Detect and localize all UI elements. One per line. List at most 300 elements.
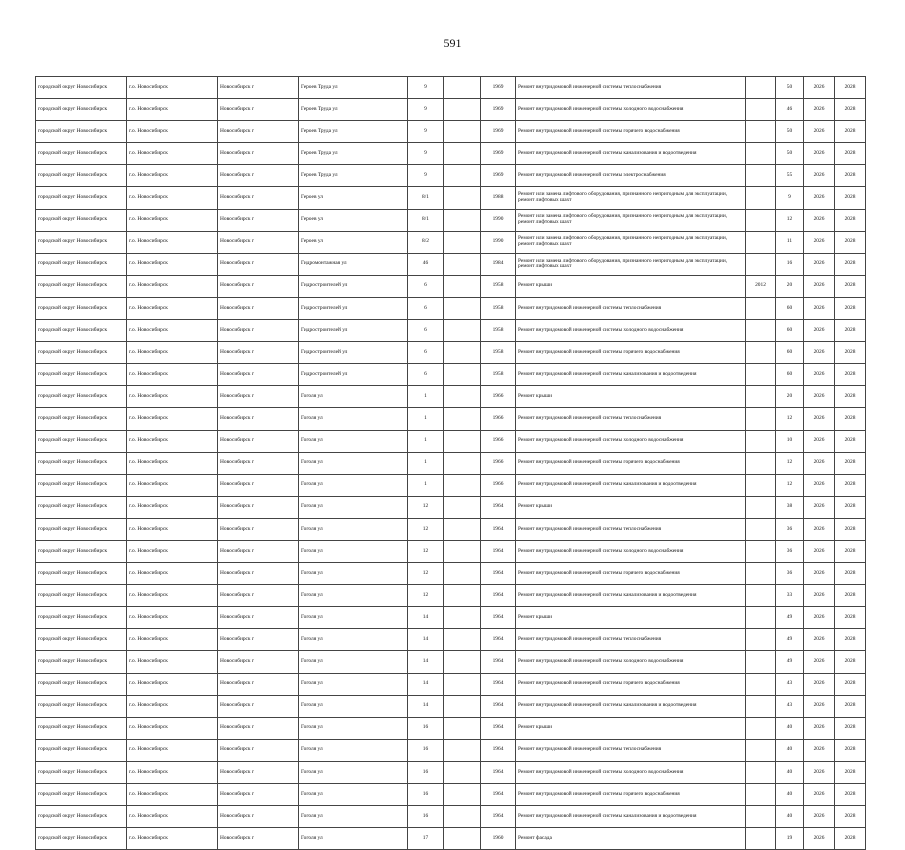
street-cell: Гоголя ул xyxy=(299,474,408,496)
value-cell: 10 xyxy=(776,430,804,452)
district-cell: г.о. Новосибирск xyxy=(127,165,218,187)
municipality-cell: городской округ Новосибирск xyxy=(36,297,127,319)
start-year-cell: 2026 xyxy=(804,408,835,430)
last-repair-year-cell xyxy=(746,253,776,275)
building-cell xyxy=(444,430,481,452)
city-cell: Новосибирск г xyxy=(218,364,299,386)
table-row xyxy=(36,828,866,850)
city-cell: Новосибирск г xyxy=(218,540,299,562)
street-cell: Гоголя ул xyxy=(299,761,408,783)
building-cell xyxy=(444,342,481,364)
work-type-cell: Ремонт крыши xyxy=(516,275,746,297)
city-cell: Новосибирск г xyxy=(218,585,299,607)
street-cell: Гидростроителей ул xyxy=(299,320,408,342)
value-cell: 38 xyxy=(776,496,804,518)
city-cell: Новосибирск г xyxy=(218,342,299,364)
year-built-cell: 1964 xyxy=(481,540,516,562)
house-number-cell: 8/1 xyxy=(408,209,444,231)
street-cell: Гоголя ул xyxy=(299,518,408,540)
year-built-cell: 1969 xyxy=(481,99,516,121)
table-body xyxy=(36,77,866,850)
city-cell: Новосибирск г xyxy=(218,828,299,850)
start-year-cell: 2026 xyxy=(804,474,835,496)
work-type-cell: Ремонт внутридомовой инженерной системы холодного водоснабжения xyxy=(516,651,746,673)
end-year-cell: 2028 xyxy=(835,806,866,828)
end-year-cell: 2028 xyxy=(835,297,866,319)
building-cell xyxy=(444,651,481,673)
last-repair-year-cell xyxy=(746,739,776,761)
year-built-cell: 1966 xyxy=(481,408,516,430)
municipality-cell: городской округ Новосибирск xyxy=(36,408,127,430)
start-year-cell: 2026 xyxy=(804,253,835,275)
district-cell: г.о. Новосибирск xyxy=(127,209,218,231)
work-type-cell: Ремонт внутридомовой инженерной системы теплоснабжения xyxy=(516,297,746,319)
house-number-cell: 6 xyxy=(408,275,444,297)
start-year-cell: 2026 xyxy=(804,806,835,828)
last-repair-year-cell xyxy=(746,474,776,496)
street-cell: Гоголя ул xyxy=(299,563,408,585)
municipality-cell: городской округ Новосибирск xyxy=(36,143,127,165)
year-built-cell: 1969 xyxy=(481,165,516,187)
building-cell xyxy=(444,121,481,143)
house-number-cell: 8/1 xyxy=(408,187,444,209)
house-number-cell: 1 xyxy=(408,386,444,408)
end-year-cell: 2028 xyxy=(835,651,866,673)
last-repair-year-cell xyxy=(746,408,776,430)
street-cell: Гоголя ул xyxy=(299,585,408,607)
building-cell xyxy=(444,806,481,828)
municipality-cell: городской округ Новосибирск xyxy=(36,629,127,651)
last-repair-year-cell xyxy=(746,297,776,319)
value-cell: 60 xyxy=(776,320,804,342)
year-built-cell: 1964 xyxy=(481,563,516,585)
work-type-cell: Ремонт внутридомовой инженерной системы холодного водоснабжения xyxy=(516,320,746,342)
work-type-cell: Ремонт фасада xyxy=(516,828,746,850)
municipality-cell: городской округ Новосибирск xyxy=(36,99,127,121)
table-row xyxy=(36,474,866,496)
end-year-cell: 2028 xyxy=(835,563,866,585)
district-cell: г.о. Новосибирск xyxy=(127,99,218,121)
work-type-cell: Ремонт внутридомовой инженерной системы холодного водоснабжения xyxy=(516,99,746,121)
district-cell: г.о. Новосибирск xyxy=(127,143,218,165)
municipality-cell: городской округ Новосибирск xyxy=(36,540,127,562)
district-cell: г.о. Новосибирск xyxy=(127,673,218,695)
value-cell: 33 xyxy=(776,585,804,607)
work-type-cell: Ремонт внутридомовой инженерной системы теплоснабжения xyxy=(516,739,746,761)
street-cell: Героев Труда ул xyxy=(299,99,408,121)
end-year-cell: 2028 xyxy=(835,253,866,275)
table-row xyxy=(36,143,866,165)
start-year-cell: 2026 xyxy=(804,607,835,629)
start-year-cell: 2026 xyxy=(804,386,835,408)
last-repair-year-cell xyxy=(746,320,776,342)
value-cell: 60 xyxy=(776,342,804,364)
end-year-cell: 2028 xyxy=(835,695,866,717)
value-cell: 40 xyxy=(776,806,804,828)
value-cell: 12 xyxy=(776,408,804,430)
municipality-cell: городской округ Новосибирск xyxy=(36,474,127,496)
last-repair-year-cell xyxy=(746,607,776,629)
district-cell: г.о. Новосибирск xyxy=(127,607,218,629)
work-type-cell: Ремонт или замена лифтового оборудования, признанного непригодным для эксплуатации, ремонт лифтовых шахт xyxy=(516,209,746,231)
street-cell: Гидростроителей ул xyxy=(299,342,408,364)
house-number-cell: 6 xyxy=(408,364,444,386)
table-row xyxy=(36,320,866,342)
street-cell: Гоголя ул xyxy=(299,717,408,739)
street-cell: Гоголя ул xyxy=(299,408,408,430)
work-type-cell: Ремонт внутридомовой инженерной системы холодного водоснабжения xyxy=(516,761,746,783)
last-repair-year-cell xyxy=(746,651,776,673)
table-row xyxy=(36,673,866,695)
building-cell xyxy=(444,209,481,231)
district-cell: г.о. Новосибирск xyxy=(127,430,218,452)
value-cell: 40 xyxy=(776,784,804,806)
last-repair-year-cell xyxy=(746,77,776,99)
start-year-cell: 2026 xyxy=(804,364,835,386)
year-built-cell: 1988 xyxy=(481,187,516,209)
work-type-cell: Ремонт крыши xyxy=(516,496,746,518)
building-cell xyxy=(444,540,481,562)
district-cell: г.о. Новосибирск xyxy=(127,275,218,297)
year-built-cell: 1966 xyxy=(481,430,516,452)
year-built-cell: 1958 xyxy=(481,364,516,386)
house-number-cell: 14 xyxy=(408,607,444,629)
street-cell: Гоголя ул xyxy=(299,607,408,629)
street-cell: Героев ул xyxy=(299,209,408,231)
municipality-cell: городской округ Новосибирск xyxy=(36,275,127,297)
last-repair-year-cell xyxy=(746,761,776,783)
house-number-cell: 9 xyxy=(408,99,444,121)
city-cell: Новосибирск г xyxy=(218,187,299,209)
table-row xyxy=(36,253,866,275)
municipality-cell: городской округ Новосибирск xyxy=(36,452,127,474)
start-year-cell: 2026 xyxy=(804,629,835,651)
work-type-cell: Ремонт внутридомовой инженерной системы теплоснабжения xyxy=(516,77,746,99)
end-year-cell: 2028 xyxy=(835,165,866,187)
building-cell xyxy=(444,253,481,275)
city-cell: Новосибирск г xyxy=(218,607,299,629)
city-cell: Новосибирск г xyxy=(218,496,299,518)
value-cell: 49 xyxy=(776,629,804,651)
start-year-cell: 2026 xyxy=(804,275,835,297)
value-cell: 11 xyxy=(776,231,804,253)
table-row xyxy=(36,297,866,319)
district-cell: г.о. Новосибирск xyxy=(127,784,218,806)
house-number-cell: 16 xyxy=(408,806,444,828)
house-number-cell: 6 xyxy=(408,297,444,319)
start-year-cell: 2026 xyxy=(804,187,835,209)
street-cell: Гоголя ул xyxy=(299,430,408,452)
year-built-cell: 1964 xyxy=(481,673,516,695)
end-year-cell: 2028 xyxy=(835,275,866,297)
house-number-cell: 14 xyxy=(408,673,444,695)
district-cell: г.о. Новосибирск xyxy=(127,474,218,496)
house-number-cell: 6 xyxy=(408,320,444,342)
last-repair-year-cell xyxy=(746,518,776,540)
year-built-cell: 1958 xyxy=(481,320,516,342)
district-cell: г.о. Новосибирск xyxy=(127,452,218,474)
table-row xyxy=(36,364,866,386)
district-cell: г.о. Новосибирск xyxy=(127,761,218,783)
table-row xyxy=(36,99,866,121)
city-cell: Новосибирск г xyxy=(218,275,299,297)
table-row xyxy=(36,386,866,408)
city-cell: Новосибирск г xyxy=(218,386,299,408)
value-cell: 12 xyxy=(776,474,804,496)
value-cell: 40 xyxy=(776,761,804,783)
table-row xyxy=(36,651,866,673)
building-cell xyxy=(444,77,481,99)
year-built-cell: 1964 xyxy=(481,651,516,673)
house-number-cell: 12 xyxy=(408,563,444,585)
end-year-cell: 2028 xyxy=(835,364,866,386)
street-cell: Гидростроителей ул xyxy=(299,364,408,386)
year-built-cell: 1964 xyxy=(481,518,516,540)
end-year-cell: 2028 xyxy=(835,784,866,806)
city-cell: Новосибирск г xyxy=(218,695,299,717)
work-type-cell: Ремонт внутридомовой инженерной системы канализования и водоотведения xyxy=(516,364,746,386)
municipality-cell: городской округ Новосибирск xyxy=(36,806,127,828)
municipality-cell: городской округ Новосибирск xyxy=(36,739,127,761)
value-cell: 12 xyxy=(776,452,804,474)
value-cell: 16 xyxy=(776,253,804,275)
value-cell: 36 xyxy=(776,518,804,540)
municipality-cell: городской округ Новосибирск xyxy=(36,209,127,231)
year-built-cell: 1964 xyxy=(481,761,516,783)
end-year-cell: 2028 xyxy=(835,452,866,474)
value-cell: 43 xyxy=(776,673,804,695)
work-type-cell: Ремонт внутридомовой инженерной системы электроснабжения xyxy=(516,165,746,187)
work-type-cell: Ремонт крыши xyxy=(516,386,746,408)
municipality-cell: городской округ Новосибирск xyxy=(36,121,127,143)
work-type-cell: Ремонт крыши xyxy=(516,717,746,739)
city-cell: Новосибирск г xyxy=(218,717,299,739)
city-cell: Новосибирск г xyxy=(218,629,299,651)
start-year-cell: 2026 xyxy=(804,585,835,607)
city-cell: Новосибирск г xyxy=(218,165,299,187)
city-cell: Новосибирск г xyxy=(218,806,299,828)
start-year-cell: 2026 xyxy=(804,320,835,342)
city-cell: Новосибирск г xyxy=(218,563,299,585)
table-row xyxy=(36,496,866,518)
table-row xyxy=(36,121,866,143)
last-repair-year-cell xyxy=(746,364,776,386)
start-year-cell: 2026 xyxy=(804,673,835,695)
municipality-cell: городской округ Новосибирск xyxy=(36,651,127,673)
building-cell xyxy=(444,761,481,783)
street-cell: Героев Труда ул xyxy=(299,121,408,143)
table-row xyxy=(36,165,866,187)
last-repair-year-cell xyxy=(746,784,776,806)
house-number-cell: 17 xyxy=(408,828,444,850)
building-cell xyxy=(444,673,481,695)
start-year-cell: 2026 xyxy=(804,739,835,761)
municipality-cell: городской округ Новосибирск xyxy=(36,673,127,695)
city-cell: Новосибирск г xyxy=(218,320,299,342)
district-cell: г.о. Новосибирск xyxy=(127,717,218,739)
work-type-cell: Ремонт крыши xyxy=(516,607,746,629)
work-type-cell: Ремонт внутридомовой инженерной системы горячего водоснабжения xyxy=(516,673,746,695)
last-repair-year-cell xyxy=(746,806,776,828)
page-number: 591 xyxy=(443,36,462,50)
last-repair-year-cell xyxy=(746,165,776,187)
last-repair-year-cell xyxy=(746,121,776,143)
value-cell: 50 xyxy=(776,143,804,165)
end-year-cell: 2028 xyxy=(835,496,866,518)
street-cell: Гоголя ул xyxy=(299,739,408,761)
house-number-cell: 16 xyxy=(408,784,444,806)
municipality-cell: городской округ Новосибирск xyxy=(36,784,127,806)
value-cell: 36 xyxy=(776,563,804,585)
last-repair-year-cell xyxy=(746,187,776,209)
district-cell: г.о. Новосибирск xyxy=(127,695,218,717)
value-cell: 55 xyxy=(776,165,804,187)
year-built-cell: 1964 xyxy=(481,695,516,717)
last-repair-year-cell xyxy=(746,585,776,607)
house-number-cell: 16 xyxy=(408,717,444,739)
street-cell: Гидростроителей ул xyxy=(299,275,408,297)
last-repair-year-cell xyxy=(746,386,776,408)
start-year-cell: 2026 xyxy=(804,761,835,783)
street-cell: Гоголя ул xyxy=(299,784,408,806)
year-built-cell: 1964 xyxy=(481,607,516,629)
end-year-cell: 2028 xyxy=(835,673,866,695)
municipality-cell: городской округ Новосибирск xyxy=(36,187,127,209)
work-type-cell: Ремонт внутридомовой инженерной системы горячего водоснабжения xyxy=(516,452,746,474)
start-year-cell: 2026 xyxy=(804,143,835,165)
city-cell: Новосибирск г xyxy=(218,408,299,430)
work-type-cell: Ремонт внутридомовой инженерной системы горячего водоснабжения xyxy=(516,342,746,364)
district-cell: г.о. Новосибирск xyxy=(127,496,218,518)
district-cell: г.о. Новосибирск xyxy=(127,77,218,99)
work-type-cell: Ремонт внутридомовой инженерной системы канализования и водоотведения xyxy=(516,695,746,717)
end-year-cell: 2028 xyxy=(835,99,866,121)
value-cell: 49 xyxy=(776,607,804,629)
house-number-cell: 6 xyxy=(408,342,444,364)
municipality-cell: городской округ Новосибирск xyxy=(36,253,127,275)
building-cell xyxy=(444,717,481,739)
value-cell: 19 xyxy=(776,828,804,850)
end-year-cell: 2028 xyxy=(835,739,866,761)
end-year-cell: 2028 xyxy=(835,386,866,408)
end-year-cell: 2028 xyxy=(835,342,866,364)
start-year-cell: 2026 xyxy=(804,695,835,717)
end-year-cell: 2028 xyxy=(835,761,866,783)
work-type-cell: Ремонт внутридомовой инженерной системы холодного водоснабжения xyxy=(516,430,746,452)
building-cell xyxy=(444,828,481,850)
start-year-cell: 2026 xyxy=(804,77,835,99)
work-type-cell: Ремонт внутридомовой инженерной системы теплоснабжения xyxy=(516,408,746,430)
house-number-cell: 16 xyxy=(408,739,444,761)
last-repair-year-cell: 2012 xyxy=(746,275,776,297)
start-year-cell: 2026 xyxy=(804,231,835,253)
district-cell: г.о. Новосибирск xyxy=(127,342,218,364)
last-repair-year-cell xyxy=(746,231,776,253)
city-cell: Новосибирск г xyxy=(218,121,299,143)
municipality-cell: городской округ Новосибирск xyxy=(36,607,127,629)
work-type-cell: Ремонт внутридомовой инженерной системы канализования и водоотведения xyxy=(516,585,746,607)
value-cell: 50 xyxy=(776,121,804,143)
municipality-cell: городской округ Новосибирск xyxy=(36,828,127,850)
city-cell: Новосибирск г xyxy=(218,474,299,496)
work-type-cell: Ремонт внутридомовой инженерной системы канализования и водоотведения xyxy=(516,474,746,496)
house-number-cell: 46 xyxy=(408,253,444,275)
value-cell: 40 xyxy=(776,739,804,761)
year-built-cell: 1966 xyxy=(481,474,516,496)
year-built-cell: 1990 xyxy=(481,231,516,253)
street-cell: Гоголя ул xyxy=(299,651,408,673)
building-cell xyxy=(444,165,481,187)
building-cell xyxy=(444,585,481,607)
table-row xyxy=(36,209,866,231)
value-cell: 60 xyxy=(776,297,804,319)
municipality-cell: городской округ Новосибирск xyxy=(36,496,127,518)
building-cell xyxy=(444,297,481,319)
building-cell xyxy=(444,518,481,540)
year-built-cell: 1984 xyxy=(481,253,516,275)
table-row xyxy=(36,275,866,297)
street-cell: Героев Труда ул xyxy=(299,77,408,99)
building-cell xyxy=(444,386,481,408)
house-number-cell: 12 xyxy=(408,496,444,518)
district-cell: г.о. Новосибирск xyxy=(127,364,218,386)
municipality-cell: городской округ Новосибирск xyxy=(36,320,127,342)
table-row xyxy=(36,784,866,806)
last-repair-year-cell xyxy=(746,496,776,518)
start-year-cell: 2026 xyxy=(804,121,835,143)
last-repair-year-cell xyxy=(746,563,776,585)
work-type-cell: Ремонт внутридомовой инженерной системы горячего водоснабжения xyxy=(516,563,746,585)
city-cell: Новосибирск г xyxy=(218,651,299,673)
work-type-cell: Ремонт или замена лифтового оборудования, признанного непригодным для эксплуатации, ремонт лифтовых шахт xyxy=(516,187,746,209)
district-cell: г.о. Новосибирск xyxy=(127,563,218,585)
end-year-cell: 2028 xyxy=(835,408,866,430)
house-number-cell: 9 xyxy=(408,165,444,187)
house-number-cell: 1 xyxy=(408,474,444,496)
city-cell: Новосибирск г xyxy=(218,209,299,231)
repair-schedule-table xyxy=(35,76,866,850)
year-built-cell: 1964 xyxy=(481,717,516,739)
start-year-cell: 2026 xyxy=(804,99,835,121)
last-repair-year-cell xyxy=(746,99,776,121)
work-type-cell: Ремонт или замена лифтового оборудования, признанного непригодным для эксплуатации, ремонт лифтовых шахт xyxy=(516,231,746,253)
municipality-cell: городской округ Новосибирск xyxy=(36,386,127,408)
last-repair-year-cell xyxy=(746,828,776,850)
table-row xyxy=(36,231,866,253)
value-cell: 20 xyxy=(776,386,804,408)
city-cell: Новосибирск г xyxy=(218,231,299,253)
start-year-cell: 2026 xyxy=(804,496,835,518)
building-cell xyxy=(444,143,481,165)
work-type-cell: Ремонт внутридомовой инженерной системы теплоснабжения xyxy=(516,518,746,540)
start-year-cell: 2026 xyxy=(804,563,835,585)
district-cell: г.о. Новосибирск xyxy=(127,297,218,319)
district-cell: г.о. Новосибирск xyxy=(127,253,218,275)
end-year-cell: 2028 xyxy=(835,187,866,209)
end-year-cell: 2028 xyxy=(835,540,866,562)
city-cell: Новосибирск г xyxy=(218,77,299,99)
table-row xyxy=(36,695,866,717)
start-year-cell: 2026 xyxy=(804,518,835,540)
last-repair-year-cell xyxy=(746,209,776,231)
value-cell: 9 xyxy=(776,187,804,209)
street-cell: Героев ул xyxy=(299,231,408,253)
start-year-cell: 2026 xyxy=(804,165,835,187)
year-built-cell: 1964 xyxy=(481,739,516,761)
house-number-cell: 9 xyxy=(408,77,444,99)
district-cell: г.о. Новосибирск xyxy=(127,540,218,562)
street-cell: Гидростроителей ул xyxy=(299,297,408,319)
